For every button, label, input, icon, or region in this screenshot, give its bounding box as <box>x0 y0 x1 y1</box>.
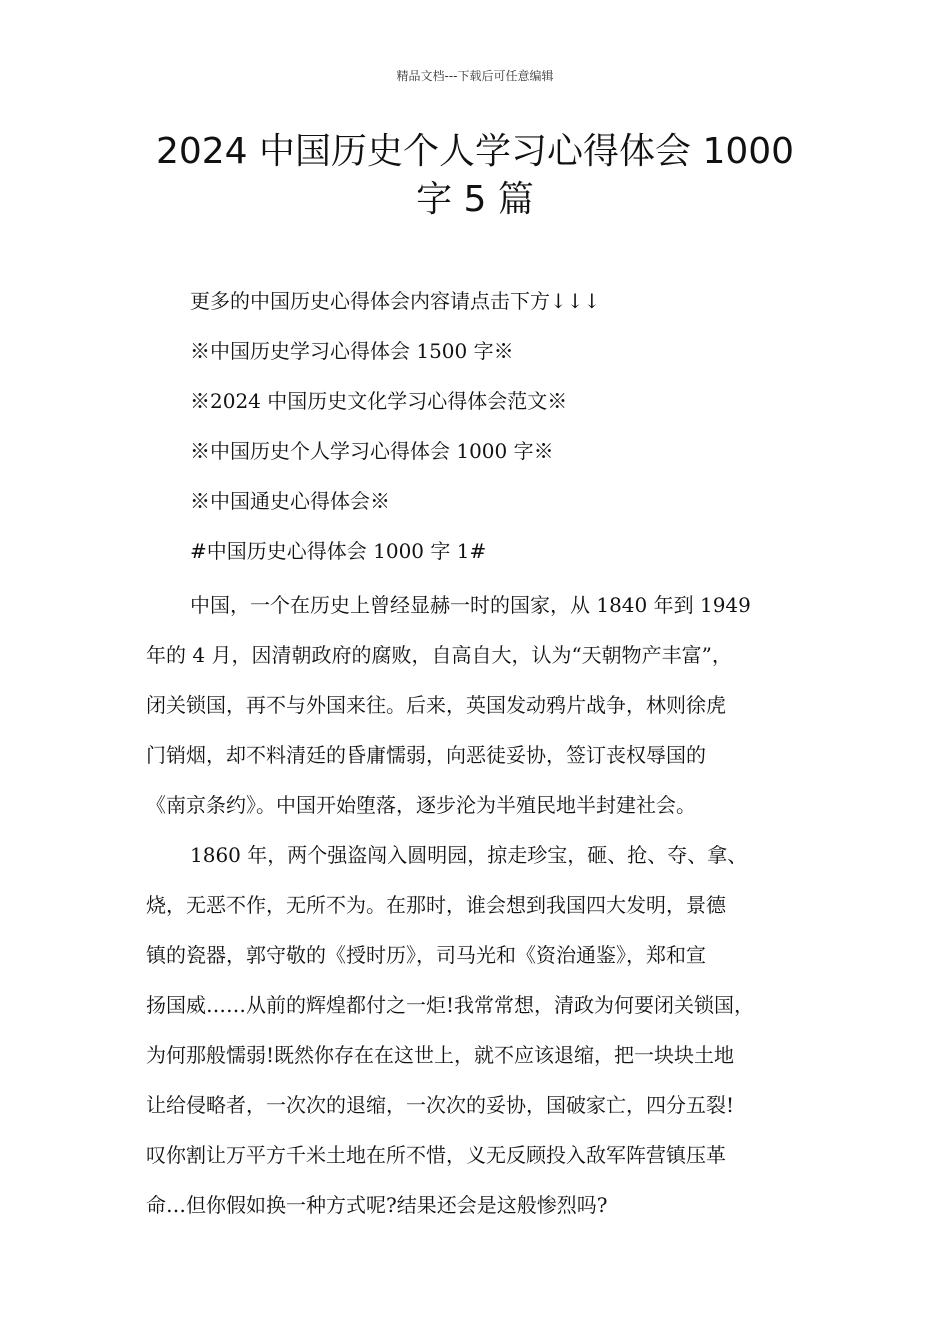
text-line: 1860 年，两个强盗闯入圆明园，掠走珍宝，砸、抢、夺、拿、 <box>190 843 748 867</box>
related-link-2[interactable]: ※2024 中国历史文化学习心得体会范文※ <box>190 389 568 413</box>
paragraph-2 <box>146 830 812 1230</box>
text-line: 《南京条约》。中国开始堕落，逐步沦为半殖民地半封建社会。 <box>146 793 696 817</box>
text-line: 为何那般懦弱!既然你存在在这世上，就不应该退缩，把一块块土地 <box>146 1043 735 1067</box>
text-line: 扬国威……从前的辉煌都付之一炬!我常常想，清政为何要闭关锁国， <box>146 993 755 1017</box>
section-heading: #中国历史心得体会 1000 字 1# <box>190 539 487 563</box>
text-line: 闭关锁国，再不与外国来往。后来，英国发动鸦片战争，林则徐虎 <box>146 693 726 717</box>
header-note: 精品文档---下载后可任意编辑 <box>396 69 554 83</box>
text-line: 中国，一个在历史上曾经显赫一时的国家，从 1840 年到 1949 <box>190 593 751 617</box>
related-link-4[interactable]: ※中国通史心得体会※ <box>190 489 390 513</box>
paragraph-1 <box>146 580 812 830</box>
related-link-1[interactable]: ※中国历史学习心得体会 1500 字※ <box>190 339 514 363</box>
text-line: 年的 4 月，因清朝政府的腐败，自高自大，认为“天朝物产丰富”， <box>146 643 732 667</box>
related-links <box>190 282 870 582</box>
text-line: 镇的瓷器，郭守敬的《授时历》，司马光和《资治通鉴》，郑和宣 <box>146 943 706 967</box>
text-line: 叹你割让万平方千米土地在所不惜，义无反顾投入敌军阵营镇压革 <box>146 1143 726 1167</box>
text-line: 命…但你假如换一种方式呢?结果还会是这般惨烈吗? <box>146 1193 608 1217</box>
text-line: 让给侵略者，一次次的退缩，一次次的妥协，国破家亡，四分五裂! <box>146 1093 735 1117</box>
body-text <box>146 580 812 1230</box>
document-title <box>120 128 830 224</box>
title-line-1: 2024 中国历史个人学习心得体会 1000 <box>155 131 795 172</box>
related-link-3[interactable]: ※中国历史个人学习心得体会 1000 字※ <box>190 439 554 463</box>
text-line: 烧，无恶不作，无所不为。在那时，谁会想到我国四大发明，景德 <box>146 893 726 917</box>
text-line: 门销烟，却不料清廷的昏庸懦弱，向恶徒妥协，签订丧权辱国的 <box>146 743 706 767</box>
intro-line: 更多的中国历史心得体会内容请点击下方↓↓↓ <box>190 289 601 313</box>
title-line-2: 字 5 篇 <box>416 179 534 220</box>
